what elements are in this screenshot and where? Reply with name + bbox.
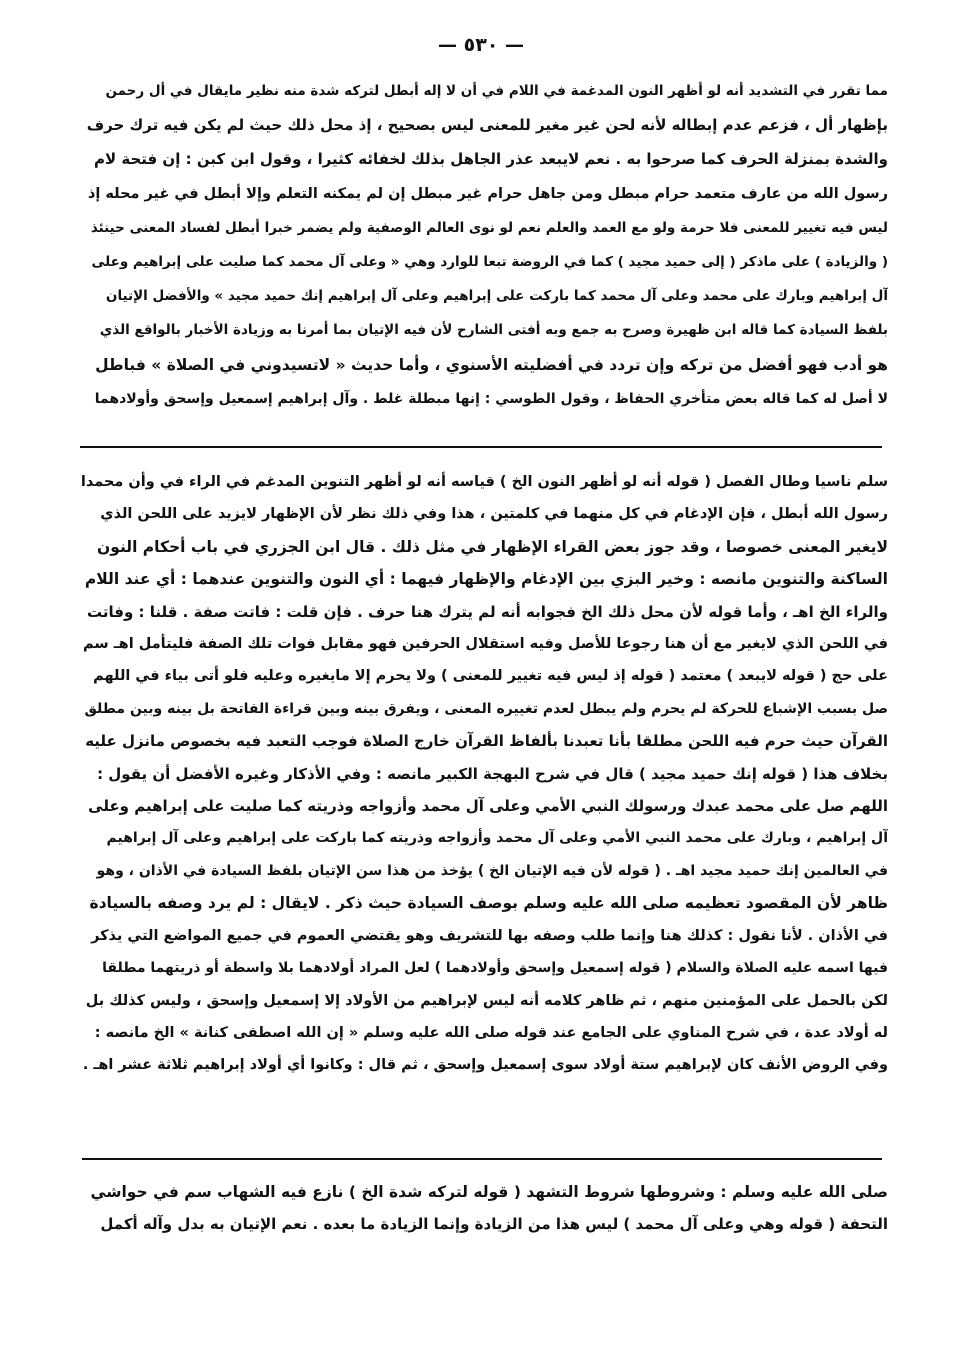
- commentary-line: فيها اسمه عليه الصلاة والسلام ( قوله إسمعيل وإسحق وأولادهما ) لعل المراد أولادهما بلا واسطة أو ذريتهما مطلقا: [102, 960, 888, 977]
- commentary-line: لكن بالحمل على المؤمنين منهم ، ثم ظاهر كلامه أنه ليس لإبراهيم من الأولاد إلا إسمعيل وإسحق ، وليس كذلك بل: [85, 992, 888, 1009]
- gloss-block: [80, 1176, 888, 1240]
- main-text-block: [80, 74, 888, 416]
- text-line: ( والزيادة ) على ماذكر ( إلى حميد مجيد ) كما في الروضة تبعا للوارد وهي « وعلى آل محمد كما صليت على إبراهيم وعلى: [91, 254, 888, 271]
- commentary-line: على حج ( قوله لايبعد ) معتمد ( قوله إذ ليس فيه تغيير للمعنى ) ولا يحرم إلا مايغيره وعليه فلو أتى بياء في اللهم: [93, 668, 888, 685]
- text-line: بإظهار أل ، فزعم عدم إبطاله لأنه لحن غير مغير للمعنى ليس بصحيح ، إذ محل ذلك حيث لم يكن فيه ترك حرف: [86, 116, 888, 135]
- commentary-line: بخلاف هذا ( قوله إنك حميد مجيد ) قال في شرح البهجة الكبير مانصه : وفي الأذكار وغيره الأفضل أن يقول :: [97, 764, 888, 783]
- section-divider: [80, 446, 882, 448]
- section-divider: [82, 1158, 882, 1160]
- commentary-line: في الأذان . لأنا نقول : كذلك هنا وإنما طلب وصفه بها للتشريف وهو يقتضي العموم في جميع المواضع التي يذكر: [91, 927, 888, 944]
- text-line: آل إبراهيم وبارك على محمد وعلى آل محمد كما باركت على إبراهيم وعلى آل إبراهيم إنك حميد مجيد » والأفضل الإتيان: [105, 288, 888, 305]
- text-line: ليس فيه تغيير للمعنى فلا حرمة ولو مع العمد والعلم نعم لو نوى العالم الوصفية ولم يضمر خبرا أبطل لفساد المعنى حينئذ: [90, 219, 888, 236]
- text-line: بلفظ السيادة كما قاله ابن ظهيرة وصرح به جمع وبه أفتى الشارح لأن فيه الإتيان بما أمرنا به وزيادة الأخبار بالواقع الذي: [99, 322, 888, 339]
- gloss-line: صلى الله عليه وسلم : وشروطها شروط التشهد ( قوله لتركه شدة الخ ) نازع فيه الشهاب سم في حواشي: [90, 1183, 888, 1201]
- commentary-line: في اللحن الذي لايغير مع أن هنا رجوعا للأصل وفيه استقلال الحرفين فهو مقابل فوات تلك الصفة فليتأمل اهـ سم: [83, 636, 888, 653]
- commentary-line: ظاهر لأن المقصود تعظيمه صلى الله عليه وسلم بوصف السيادة حيث ذكر . لايقال : لم يرد وصفه بالسيادة: [89, 894, 888, 913]
- page-number: — ٥٣٠ —: [437, 34, 525, 56]
- commentary-line: الساكنة والتنوين مانصه : وخير البزي بين الإدغام والإظهار فيهما : أي النون والتنوين عندهما : أي عند اللام: [84, 570, 888, 589]
- commentary-line: القرآن حيث حرم فيه اللحن مطلقا بأنا تعبدنا بألفاظ القرآن خارج الصلاة فوجب التعبد فيه بخصوص مانزل عليه: [85, 732, 888, 751]
- text-line: هو أدب فهو أفضل من تركه وإن تردد في أفضليته الأسنوي ، وأما حديث « لاتسيدوني في الصلاة » فباطل: [95, 355, 888, 374]
- commentary-line: سلم ناسيا وطال الفصل ( قوله أنه لو أظهر النون الخ ) قياسه أنه لو أظهر التنوين المدغم في الراء في وأن محمدا: [80, 474, 888, 490]
- commentary-line: لايغير المعنى خصوصا ، وقد جوز بعض القراء الإظهار في مثل ذلك . قال ابن الجزري في باب أحكام النون: [97, 537, 888, 556]
- commentary-line: آل إبراهيم ، وبارك على محمد النبي الأمي وعلى آل محمد وأزواجه وذريته كما باركت على إبراهيم وعلى آل إبراهيم: [106, 830, 888, 847]
- commentary-block: [80, 466, 888, 1082]
- text-line: مما تقرر في التشديد أنه لو أظهر النون المدغمة في اللام في أن لا إله أبطل لتركه شدة منه نظير مايقال في أل رحمن: [105, 83, 888, 99]
- gloss-line: التحفة ( قوله وهي وعلى آل محمد ) ليس هذا من الزيادة وإنما الزيادة ما بعده . نعم الإتيان به بدل وآله أكمل: [100, 1215, 888, 1233]
- commentary-line: له أولاد عدة ، في شرح المناوي على الجامع عند قوله صلى الله عليه وسلم « إن الله اصطفى كنانة » الخ مانصه :: [94, 1024, 888, 1041]
- commentary-line: رسول الله أبطل ، فإن الإدغام في كل منهما في كلمتين ، هذا وفي ذلك نظر لأن الإظهار لايزيد على اللحن الذي: [100, 506, 888, 523]
- commentary-line: اللهم صل على محمد عبدك ورسولك النبي الأمي وعلى آل محمد وأزواجه وذريته كما صليت على إبراهيم وعلى: [88, 797, 888, 816]
- text-line: والشدة بمنزلة الحرف كما صرحوا به . نعم لايبعد عذر الجاهل بذلك لخفائه كثيرا ، وقول ابن كبن : إن فتحة لام: [93, 150, 888, 169]
- commentary-line: صل بسبب الإشباع للحركة لم يحرم ولم يبطل لعدم تغييره المعنى ، ويفرق بينه وبين قراءة الفاتحة بل بينه وبين مطلق: [84, 700, 888, 717]
- commentary-line: والراء الخ اهـ ، وأما قوله لأن محل ذلك الخ فجوابه أنه لم يترك هنا حرف . فإن قلت : فاتت صفة . قلنا : وفاتت: [87, 602, 888, 621]
- text-line: لا أصل له كما قاله بعض متأخري الحفاظ ، وقول الطوسي : إنها مبطلة غلط . وآل إبراهيم إسمعيل وإسحق وأولادهما: [94, 390, 888, 407]
- commentary-line: في العالمين إنك حميد مجيد اهـ . ( قوله لأن فيه الإتيان الخ ) يؤخذ من هذا سن الإتيان بلفظ السيادة في الأذان ، وهو: [96, 862, 888, 879]
- commentary-line: وفي الروض الأنف كان لإبراهيم ستة أولاد سوى إسمعيل وإسحق ، ثم قال : وكانوا أي أولاد إبراهيم ثلاثة عشر اهـ .: [82, 1057, 888, 1074]
- text-line: رسول الله من عارف متعمد حرام مبطل ومن جاهل حرام غير مبطل إن لم يمكنه التعلم وإلا أبطل في غير محله إذ: [87, 185, 888, 202]
